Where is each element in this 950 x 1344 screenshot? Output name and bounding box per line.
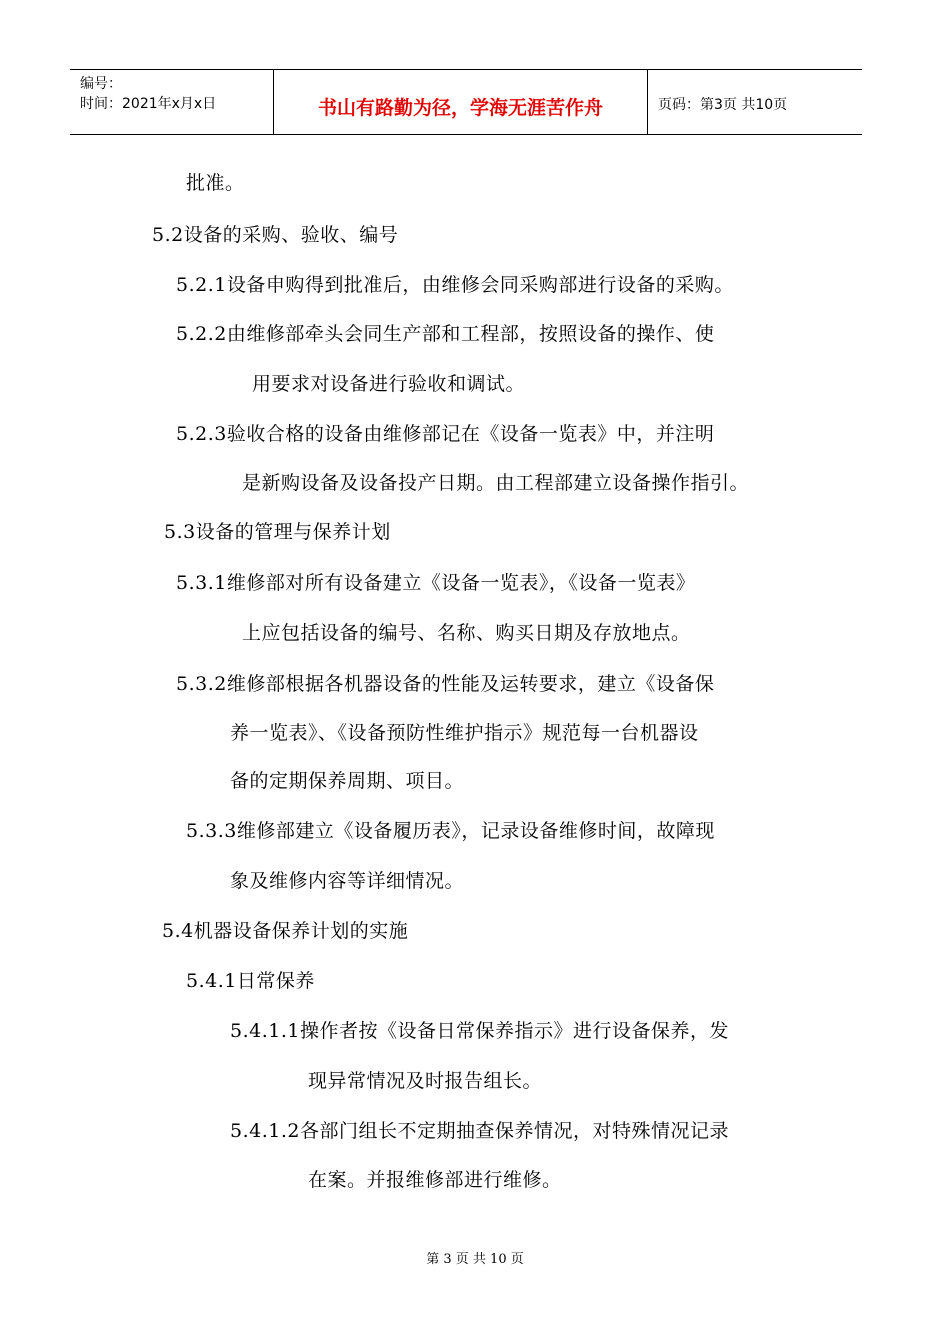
header-motto-cell bbox=[274, 70, 648, 134]
body-line: 批准。 bbox=[186, 172, 245, 194]
section-heading: 5.4机器设备保养计划的实施 bbox=[162, 920, 409, 942]
body-line: 备的定期保养周期、项目。 bbox=[230, 770, 465, 792]
body-line: 5.3.3维修部建立《设备履历表》，记录设备维修时间，故障现 bbox=[186, 820, 715, 842]
header-table bbox=[70, 69, 862, 135]
body-line: 现异常情况及时报告组长。 bbox=[308, 1070, 543, 1092]
section-heading: 5.3设备的管理与保养计划 bbox=[164, 521, 391, 543]
body-line: 5.4.1.2各部门组长不定期抽查保养情况，对特殊情况记录 bbox=[230, 1120, 729, 1142]
sub-heading: 5.4.1日常保养 bbox=[186, 970, 315, 992]
body-line: 是新购设备及设备投产日期。由工程部建立设备操作指引。 bbox=[242, 472, 750, 494]
body-line: 用要求对设备进行验收和调试。 bbox=[252, 373, 526, 395]
motto-text: 书山有路勤为径，学海无涯苦作舟 bbox=[317, 97, 603, 119]
body-line: 上应包括设备的编号、名称、购买日期及存放地点。 bbox=[242, 622, 691, 644]
header-page-cell bbox=[648, 70, 862, 134]
body-line: 5.2.3验收合格的设备由维修部记在《设备一览表》中，并注明 bbox=[176, 423, 715, 445]
body-line: 5.3.1维修部对所有设备建立《设备一览表》，《设备一览表》 bbox=[176, 572, 696, 594]
document-number-label: 编号： bbox=[80, 76, 122, 92]
body-line: 象及维修内容等详细情况。 bbox=[230, 870, 465, 892]
body-line: 在案。并报维修部进行维修。 bbox=[308, 1169, 562, 1191]
body-line: 5.3.2维修部根据各机器设备的性能及运转要求，建立《设备保 bbox=[176, 673, 715, 695]
body-line: 5.2.2由维修部牵头会同生产部和工程部，按照设备的操作、使 bbox=[176, 323, 715, 345]
section-heading: 5.2设备的采购、验收、编号 bbox=[152, 224, 399, 246]
header-meta-cell bbox=[70, 70, 274, 134]
page-info: 页码：第3页 共10页 bbox=[658, 97, 788, 113]
page-footer: 第 3 页 共 10 页 bbox=[426, 1252, 524, 1267]
body-line: 5.2.1设备申购得到批准后，由维修会同采购部进行设备的采购。 bbox=[176, 274, 734, 296]
body-line: 5.4.1.1操作者按《设备日常保养指示》进行设备保养，发 bbox=[230, 1020, 729, 1042]
document-time-label: 时间：2021年x月x日 bbox=[80, 96, 217, 112]
body-line: 养一览表》、《设备预防性维护指示》规范每一台机器设 bbox=[230, 722, 699, 744]
